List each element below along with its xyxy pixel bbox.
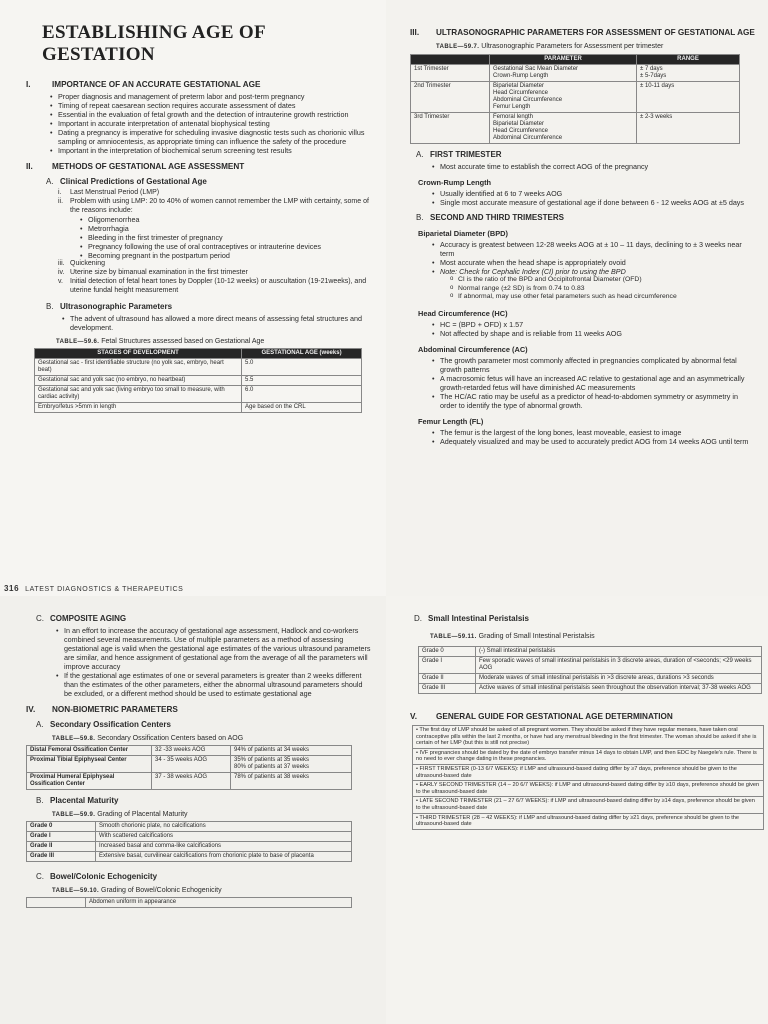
table-cell: 6.0 <box>242 385 362 402</box>
item-number: ii. <box>58 197 64 205</box>
section-5-heading <box>410 712 756 721</box>
parameter-item: Crown-Rump Length <box>493 73 549 79</box>
section-title: GENERAL GUIDE FOR GESTATIONAL AGE DETERMINATION <box>436 712 673 721</box>
table-row <box>27 822 352 832</box>
table-cell: 37 - 38 weeks AOG <box>152 773 231 790</box>
subsection-heading <box>46 177 370 186</box>
fl-bullets <box>432 428 756 446</box>
guide-text: EARLY SECOND TRIMESTER (14 – 20 6/7 WEEKS): if LMP and ultrasound-based dating differ by ≥10 days, preference should be given to the ultrasound-based date <box>416 782 760 795</box>
list-item <box>58 198 370 216</box>
list-item: • In an effort to increase the accuracy of gestational age assessment, Hadlock and co-workers combined several measurements. Use of multiple parameters as a method of assessing gestational age is valid when the gestational age estimates of the various ultrasound parameters are similar, and hence assignment of gestational age from the average of all the parameters will improve accuracy <box>56 626 372 671</box>
table-cell: Abdomen uniform in appearance <box>86 898 352 908</box>
guide-text: The first day of LMP should be asked of all pregnant women. They should be asked if they have regular menses, have taken oral contraceptive pills within the last 2 months, or have had any menstrual bleeding in the first trimester. The woman should be asked if she is certain of her LMP (but this is still not precise) <box>416 727 757 747</box>
parameter-item: Biparietal Diameter <box>493 121 545 127</box>
subsection-heading <box>36 796 372 805</box>
guide-item: • EARLY SECOND TRIMESTER (14 – 20 6/7 WEEKS): if LMP and ultrasound-based dating differ by ≥10 days, preference should be given to the ultrasound-based date <box>413 781 764 797</box>
table-caption <box>436 43 756 50</box>
column-header: PARAMETER <box>490 55 637 65</box>
fl-heading: Femur Length (FL) <box>418 416 484 426</box>
table-row <box>413 813 764 829</box>
section-title: NON-BIOMETRIC PARAMETERS <box>52 705 178 714</box>
item-number: iv. <box>58 269 65 277</box>
table-cell: 5.0 <box>242 358 362 375</box>
item-text: Quickening <box>70 260 106 268</box>
subsection-number: A. <box>36 720 44 729</box>
subsection-heading <box>36 614 372 623</box>
ci-list <box>450 276 756 302</box>
list-item: • Single most accurate measure of gestational age if done between 6 - 12 weeks AOG at ±5 days <box>432 198 756 207</box>
table-row <box>413 726 764 749</box>
running-footer: LATEST DIAGNOSTICS & THERAPEUTICS <box>25 586 184 593</box>
table-cell: (-) Small intestinal peristalsis <box>476 647 762 657</box>
table-cell: Grade II <box>27 842 96 852</box>
ac-bullets <box>432 356 756 410</box>
table-placental-maturity <box>26 821 352 862</box>
table-cell: Gestational sac and yolk sac (no embryo, no heartbeat) <box>35 375 242 385</box>
subsection-number: A. <box>416 150 424 159</box>
table-caption <box>430 633 756 640</box>
trimester-cell: 1st Trimester <box>411 65 490 82</box>
table-row <box>413 797 764 813</box>
subsection-number: B. <box>416 213 424 222</box>
table-cell: 94% of patients at 34 weeks <box>231 746 352 756</box>
crl-heading: Crown-Rump Length <box>418 178 492 187</box>
roman-list-2 <box>58 260 370 295</box>
section-2-heading <box>26 162 370 171</box>
item-text: Uterine size by bimanual examination in the first trimester <box>70 269 248 277</box>
table-row <box>35 375 362 385</box>
section-number: V. <box>410 712 417 721</box>
composite-aging-bullets <box>56 626 372 698</box>
table-row <box>27 842 352 852</box>
subsection-heading <box>36 720 372 729</box>
table-caption <box>52 811 372 818</box>
trimester-cell: 2nd Trimester <box>411 82 490 113</box>
guide-text: LATE SECOND TRIMESTER (21 – 27 6/7 WEEKS): if LMP and ultrasound-based dating differ by ≥14 days, preference should be given to the ultrasound-based date <box>416 798 755 811</box>
section-4-heading <box>26 705 372 714</box>
subsection-number: B. <box>36 796 44 805</box>
section-title: METHODS OF GESTATIONAL AGE ASSESSMENT <box>52 162 245 171</box>
table-header-row <box>411 55 740 65</box>
subsection-heading <box>414 614 756 623</box>
range-item: ± 10-11 days <box>640 83 675 89</box>
table-cell: Gestational sac - first identifiable structure (no yolk sac, embryo, heart beat) <box>35 358 242 375</box>
table-row <box>35 385 362 402</box>
table-caption-text: Grading of Small Intestinal Peristalsis <box>478 633 595 640</box>
table-row <box>413 748 764 764</box>
table-label: TABLE—59.8. <box>52 736 96 742</box>
table-row <box>411 113 740 144</box>
section-3-heading <box>410 28 756 37</box>
table-row <box>413 781 764 797</box>
list-item: • Becoming pregnant in the postpartum period <box>80 251 370 260</box>
guide-item: • IVF pregnancies should be dated by the date of embryo transfer minus 14 days to obtain LMP, and then EDC by Naegele's rule. There is no need to ever change dating in these pregnancies. <box>413 748 764 764</box>
table-cell: 5.5 <box>242 375 362 385</box>
list-item: • Proper diagnosis and management of preterm labor and post-term pregnancy <box>50 92 370 101</box>
table-general-guide <box>412 725 764 830</box>
item-text: Initial detection of fetal heart tones by Doppler (10-12 weeks) or auscultation (19-21weeks), and uterine fundal height measurement <box>70 277 367 294</box>
list-item: • Timing of repeat caesarean section requires accurate assessment of dates <box>50 101 370 110</box>
range-item: ± 2-3 weeks <box>640 114 673 120</box>
table-cell: Proximal Tibial Epiphyseal Center <box>27 756 152 773</box>
table-cell: Increased basal and comma-like calcifications <box>96 842 352 852</box>
list-item: • Note: Check for Cephalic Index (CI) prior to using the BPD <box>432 267 756 276</box>
subsection-title: Placental Maturity <box>50 796 119 805</box>
range-item: ± 5-7days <box>640 73 667 79</box>
table-cell: Grade III <box>27 852 96 862</box>
list-item: • If the gestational age estimates of one or several parameters is greater than 2 weeks different than the estimates of the other parameters, either the abnormal ultrasound parameters should be excluded, or a different method should be used to estimate gestational age <box>56 671 372 698</box>
subsection-heading <box>46 302 370 311</box>
subsection-title: Bowel/Colonic Echogenicity <box>50 872 158 881</box>
parameter-item: Abdominal Circumference <box>493 135 563 141</box>
table-cell: Few sporadic waves of small intestinal peristalsis in 3 discrete areas, duration of <seconds; <29 weeks AOG <box>476 657 762 674</box>
guide-item: • LATE SECOND TRIMESTER (21 – 27 6/7 WEEKS): if LMP and ultrasound-based dating differ by ≥14 days, preference should be given to the ultrasound-based date <box>413 797 764 813</box>
first-trimester-bullets <box>432 162 756 171</box>
table-cell: With scattered calcifications <box>96 832 352 842</box>
parameter-item: Biparietal Diameter <box>493 83 545 89</box>
list-item: • The HC/AC ratio may be useful as a predictor of head-to-abdomen symmetry or asymmetry in order to identify the type of abnormal growth. <box>432 392 756 410</box>
table-label: TABLE—59.6. <box>56 338 100 345</box>
subsection-number: A. <box>46 177 54 186</box>
list-item: • HC = (BPD + OFD) x 1.57 <box>432 320 756 329</box>
table-cell: 78% of patients at 38 weeks <box>231 773 352 790</box>
table-row <box>413 764 764 780</box>
hc-bullets <box>432 320 756 338</box>
trimester-cell: 3rd Trimester <box>411 113 490 144</box>
table-cell: Embryo/fetus >5mm in length <box>35 402 242 412</box>
table-bowel-echogenicity <box>26 897 352 908</box>
list-item <box>58 189 370 198</box>
table-row <box>419 684 762 694</box>
ac-heading: Abdominal Circumference (AC) <box>418 344 528 354</box>
range-cell <box>637 113 740 144</box>
subsection-heading <box>416 213 756 222</box>
table-cell: 34 - 35 weeks AOG <box>152 756 231 773</box>
table-cell: Grade I <box>419 657 476 674</box>
range-cell <box>637 82 740 113</box>
subsection-heading <box>416 150 756 159</box>
table-cell: 32 -33 weeks AOG <box>152 746 231 756</box>
table-cell: Grade 0 <box>27 822 96 832</box>
subsection-heading <box>36 872 372 881</box>
list-item: • Important in the interpretation of biochemical serum screening test results <box>50 146 370 155</box>
bpd-bullets <box>432 240 756 276</box>
table-ultrasonographic-parameters <box>410 54 740 144</box>
table-row <box>27 756 352 773</box>
section-title: ULTRASONOGRAPHIC PARAMETERS FOR ASSESSMENT OF GESTATIONAL AGE <box>436 28 755 37</box>
parameter-item: Head Circumference <box>493 128 549 134</box>
table-cell <box>27 898 86 908</box>
reasons-list <box>80 215 370 260</box>
table-row <box>419 674 762 684</box>
table-label: TABLE—59.10. <box>52 888 100 894</box>
section-number: II. <box>26 162 33 171</box>
table-caption-text: Fetal Structures assessed based on Gestational Age <box>101 337 265 345</box>
guide-text: IVF pregnancies should be dated by the date of embryo transfer minus 14 days to obtain LMP, and then EDC by Naegele's rule. There is no need to ever change dating in these pregnancies. <box>416 749 757 763</box>
list-item: o CI is the ratio of the BPD and Occipitofrontal Diameter (OFD) <box>450 276 756 285</box>
list-item: • Essential in the evaluation of fetal growth and the detection of intrauterine growth restriction <box>50 110 370 119</box>
table-caption <box>52 735 372 742</box>
table-row <box>419 647 762 657</box>
page-footer <box>4 584 183 593</box>
subsection-title: Secondary Ossification Centers <box>50 720 171 729</box>
table-cell: Gestational sac and yolk sac (living embryo too small to measure, with cardiac activity) <box>35 385 242 402</box>
range-item: ± 7 days <box>640 66 663 72</box>
list-item: • Metrorrhagia <box>80 224 370 233</box>
parameter-item: Femur Length <box>493 104 531 110</box>
table-small-intestinal-peristalsis <box>418 646 762 694</box>
table-label: TABLE—59.7. <box>436 44 480 50</box>
column-header: STAGES OF DEVELOPMENT <box>35 348 242 358</box>
table-header-row <box>35 348 362 358</box>
subsection-title: Ultrasonographic Parameters <box>60 301 173 311</box>
table-label: TABLE—59.11. <box>430 634 477 640</box>
list-item: o If abnormal, may use other fetal parameters such as head circumference <box>450 293 756 302</box>
table-row <box>27 898 352 908</box>
subsection-title: COMPOSITE AGING <box>50 614 127 623</box>
parameter-cell <box>490 65 637 82</box>
table-label: TABLE—59.9. <box>52 812 96 818</box>
subsection-title: Clinical Predictions of Gestational Age <box>60 177 207 186</box>
table-cell: Grade I <box>27 832 96 842</box>
parameter-item: Gestational Sac Mean Diameter <box>493 66 579 72</box>
table-cell: Active waves of small intestinal peristalsis seen throughout the observation interval; 37-38 weeks AOG <box>476 684 762 694</box>
range-cell <box>637 65 740 82</box>
table-caption-text: Secondary Ossification Centers based on AOG <box>97 735 244 742</box>
table-row <box>35 402 362 412</box>
list-item: • Not affected by shape and is reliable from 11 weeks AOG <box>432 329 756 338</box>
roman-list <box>58 189 370 215</box>
list-item: • Adequately visualized and may be used to accurately predict AOG from 14 weeks AOG until term <box>432 437 756 446</box>
list-item: • Most accurate time to establish the correct AOG of the pregnancy <box>432 162 756 171</box>
crl-bullets <box>432 189 756 207</box>
list-item: • Important in accurate interpretation of antenatal biophysical testing <box>50 119 370 128</box>
table-row <box>27 852 352 862</box>
table-cell: 35% of patients at 35 weeks 80% of patients at 37 weeks <box>231 756 352 773</box>
ultrasound-bullets <box>62 314 370 332</box>
table-cell: Grade 0 <box>419 647 476 657</box>
hc-heading: Head Circumference (HC) <box>418 308 508 318</box>
table-cell: Grade II <box>419 674 476 684</box>
subsection-number: B. <box>46 301 54 311</box>
parameter-cell <box>490 82 637 113</box>
list-item: • Usually identified at 6 to 7 weeks AOG <box>432 189 756 198</box>
table-row <box>419 657 762 674</box>
table-fetal-structures <box>34 348 362 413</box>
list-item: o Normal range (±2 SD) is from 0.74 to 0.83 <box>450 285 756 294</box>
guide-item: • FIRST TRIMESTER (0-13 6/7 WEEKS): if LMP and ultrasound-based dating differ by ≥7 days, preference should be given to the ultrasound-based date <box>413 764 764 780</box>
list-item: • The advent of ultrasound has allowed a more direct means of assessing fetal structures and development. <box>62 314 370 332</box>
table-row <box>411 82 740 113</box>
parameter-item: Head Circumference <box>493 90 549 96</box>
section-number: III. <box>410 28 420 37</box>
item-number: iii. <box>58 260 65 268</box>
table-cell: Grade III <box>419 684 476 694</box>
column-header: GESTATIONAL AGE (weeks) <box>242 348 362 358</box>
list-item <box>58 260 370 269</box>
table-caption <box>52 887 372 894</box>
item-text: Problem with using LMP: 20 to 40% of women cannot remember the LMP with certainty, some of the reasons include: <box>70 197 369 214</box>
section-1-bullets <box>50 92 370 155</box>
table-row <box>27 773 352 790</box>
table-cell: Proximal Humeral Epiphyseal Ossification Center <box>27 773 152 790</box>
table-cell: Moderate waves of small intestinal peristalsis in >3 discrete areas, durations >3 seconds <box>476 674 762 684</box>
list-item <box>58 278 370 296</box>
page-title: ESTABLISHING AGE OF GESTATION <box>42 22 266 65</box>
subsection-number: C. <box>36 614 44 623</box>
table-caption-text: Grading of Bowel/Colonic Echogenicity <box>101 887 222 894</box>
list-item: • Bleeding in the first trimester of pregnancy <box>80 233 370 242</box>
guide-item: • THIRD TRIMESTER (28 – 42 WEEKS): if LMP and ultrasound-based dating differ by ≥21 days, preference should be given to the ultrasound-based date <box>413 813 764 829</box>
list-item: • The growth parameter most commonly affected in pregnancies complicated by abnormal fetal growth patterns <box>432 356 756 374</box>
section-1-heading <box>26 80 370 89</box>
parameter-item: Femoral length <box>493 114 534 120</box>
item-text: Last Menstrual Period (LMP) <box>70 189 160 196</box>
table-caption <box>56 338 370 345</box>
item-number: v. <box>58 277 63 285</box>
subsection-number: D. <box>414 614 422 623</box>
page-bottom-right <box>386 596 768 1024</box>
subsection-title: SECOND AND THIRD TRIMESTERS <box>430 213 564 222</box>
list-item: • Most accurate when the head shape is appropriately ovoid <box>432 258 756 267</box>
subsection-title: FIRST TRIMESTER <box>430 150 502 159</box>
guide-text: FIRST TRIMESTER (0-13 6/7 WEEKS): if LMP and ultrasound-based dating differ by ≥7 days, preference should be given to the ultrasound-based date <box>416 765 737 779</box>
page-top-right <box>386 0 768 596</box>
column-header <box>411 55 490 65</box>
subsection-number: C. <box>36 872 44 881</box>
table-row <box>27 832 352 842</box>
section-number: I. <box>26 80 31 89</box>
table-row <box>27 746 352 756</box>
page-bottom-left <box>0 596 386 1024</box>
table-cell: Distal Femoral Ossification Center <box>27 746 152 756</box>
table-cell: Age based on the CRL <box>242 402 362 412</box>
table-row <box>35 358 362 375</box>
section-title: IMPORTANCE OF AN ACCURATE GESTATIONAL AGE <box>52 80 261 89</box>
bpd-heading: Biparietal Diameter (BPD) <box>418 229 508 238</box>
item-number: i. <box>58 189 62 196</box>
table-caption-text: Grading of Placental Maturity <box>97 811 188 818</box>
subsection-title: Small Intestinal Peristalsis <box>428 614 529 623</box>
parameter-cell <box>490 113 637 144</box>
page-top-left <box>0 0 386 596</box>
list-item: • Dating a pregnancy is imperative for scheduling invasive diagnostic tests such as chorionic villus sampling or amniocentesis, as appropriate timing can influence the safety of the procedure <box>50 128 370 146</box>
section-number: IV. <box>26 705 36 714</box>
guide-item: • The first day of LMP should be asked of all pregnant women. They should be asked if they have regular menses, have taken oral contraceptive pills within the last 2 months, or have had any menstrual bleeding in the first trimester. The woman should be asked if she is certain of her LMP (but this is still not precise) <box>413 726 764 749</box>
list-item <box>58 269 370 278</box>
list-item: • Accuracy is greatest between 12-28 weeks AOG at ± 10 – 11 days, declining to ± 3 weeks near term <box>432 240 756 258</box>
column-header: RANGE <box>637 55 740 65</box>
table-cell: Smooth chorionic plate, no calcifications <box>96 822 352 832</box>
parameter-item: Abdominal Circumference <box>493 97 563 103</box>
table-caption-text: Ultrasonographic Parameters for Assessment per trimester <box>481 43 664 50</box>
list-item: • Oligomenorrhea <box>80 215 370 224</box>
guide-text: THIRD TRIMESTER (28 – 42 WEEKS): if LMP and ultrasound-based dating differ by ≥21 days, preference should be given to the ultrasound-based date <box>416 814 740 828</box>
table-ossification-centers <box>26 745 352 790</box>
page-number: 316 <box>4 584 20 593</box>
list-item: • The femur is the largest of the long bones, least moveable, easiest to image <box>432 428 756 437</box>
table-cell: Extensive basal, curvilinear calcifications from chorionic plate to base of placenta <box>96 852 352 862</box>
list-item: • A macrosomic fetus will have an increased AC relative to gestational age and an asymmetrically growth-retarded fetus will have diminished AC measurements <box>432 374 756 392</box>
list-item: • Pregnancy following the use of oral contraceptives or intrauterine devices <box>80 242 370 251</box>
table-row <box>411 65 740 82</box>
